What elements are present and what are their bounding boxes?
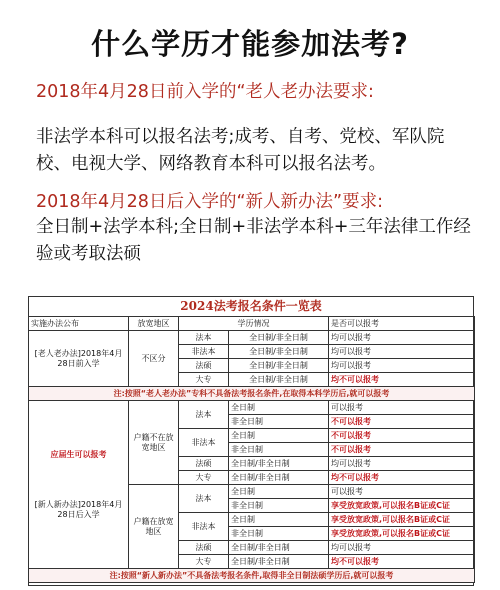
mode-cell: 非全日制 <box>229 527 329 541</box>
mode-cell: 全日制/非全日制 <box>229 359 329 373</box>
degree-cell: 大专 <box>179 373 229 387</box>
result-cell: 可以报考 <box>329 485 475 499</box>
region-a-cell: 户籍不在放宽地区 <box>129 401 179 485</box>
section-old-body: 非法学本科可以报名法考;成考、自考、党校、军队院校、电视大学、网络教育本科可以报名法考。 <box>36 127 445 174</box>
result-cell: 可以报考 <box>329 401 475 415</box>
mode-cell: 全日制/非全日制 <box>229 345 329 359</box>
degree-cell: 法本 <box>179 331 229 345</box>
result-cell: 享受放宽政策,可以报名B证或C证 <box>329 513 475 527</box>
mode-cell: 全日制/非全日制 <box>229 555 329 569</box>
table-row <box>29 401 475 415</box>
result-cell: 不可以报考 <box>329 429 475 443</box>
section-new-heading: 2018年4月28日后入学的“新人新办法”要求: <box>36 192 383 212</box>
old-note: 注:按照“老人老办法”专科不具备法考报名条件,在取得本科学历后,就可以报考 <box>29 387 475 401</box>
degree-cell: 法本 <box>179 401 229 429</box>
degree-cell: 法硕 <box>179 541 229 555</box>
result-cell: 均可以报考 <box>329 541 475 555</box>
result-cell: 享受放宽政策,可以报名B证或C证 <box>329 527 475 541</box>
degree-cell: 大专 <box>179 471 229 485</box>
header-cell: 是否可以报考 <box>329 317 475 331</box>
result-cell: 均不可以报考 <box>329 373 475 387</box>
header-cell: 学历情况 <box>179 317 329 331</box>
mode-cell: 全日制/非全日制 <box>229 471 329 485</box>
result-cell: 不可以报考 <box>329 415 475 429</box>
table-header-row <box>29 317 475 331</box>
fresh-graduate-label: 应届生可以报考 <box>50 449 107 459</box>
table-row <box>29 331 475 345</box>
mode-cell: 全日制/非全日制 <box>229 541 329 555</box>
degree-cell: 法本 <box>179 485 229 513</box>
header-cell: 实施办法公布 <box>29 317 129 331</box>
region-b-cell: 户籍在放宽地区 <box>129 485 179 569</box>
old-region-cell: 不区分 <box>129 331 179 387</box>
result-cell: 均不可以报考 <box>329 471 475 485</box>
degree-cell: 非法本 <box>179 513 229 541</box>
result-cell: 均可以报考 <box>329 359 475 373</box>
mode-cell: 全日制 <box>229 513 329 527</box>
mode-cell: 全日制 <box>229 429 329 443</box>
mode-cell: 全日制/非全日制 <box>229 331 329 345</box>
mode-cell: 全日制/非全日制 <box>229 373 329 387</box>
degree-cell: 法硕 <box>179 359 229 373</box>
mode-cell: 非全日制 <box>229 415 329 429</box>
page-title: 什么学历才能参加法考? <box>91 27 409 61</box>
mode-cell: 全日制/非全日制 <box>229 457 329 471</box>
old-group-cell: [老人老办法]2018年4月28日前入学 <box>29 331 129 387</box>
mode-cell: 非全日制 <box>229 443 329 457</box>
section-old-heading: 2018年4月28日前入学的“老人老办法要求: <box>36 82 374 102</box>
degree-cell: 大专 <box>179 555 229 569</box>
header-cell: 放宽地区 <box>129 317 179 331</box>
result-cell: 不可以报考 <box>329 443 475 457</box>
degree-cell: 法硕 <box>179 457 229 471</box>
result-cell: 均不可以报考 <box>329 555 475 569</box>
degree-cell: 非法本 <box>179 429 229 457</box>
new-note: 注:按照“新人新办法”不具备法考报名条件,取得非全日制法硕学历后,就可以报考 <box>29 569 475 583</box>
new-group-cell <box>29 401 129 569</box>
old-note-row <box>29 387 475 401</box>
result-cell: 均可以报考 <box>329 345 475 359</box>
mode-cell: 全日制 <box>229 401 329 415</box>
new-note-row <box>29 569 475 583</box>
result-cell: 享受放宽政策,可以报名B证或C证 <box>329 499 475 513</box>
section-new-body: 全日制+法学本科;全日制+非法学本科+三年法律工作经验或考取法硕 <box>36 217 471 264</box>
new-group-label: [新人新办法]2018年4月28日后入学 <box>34 499 123 519</box>
degree-cell: 非法本 <box>179 345 229 359</box>
conditions-table <box>28 316 475 583</box>
result-cell: 均可以报考 <box>329 331 475 345</box>
table-title: 2024法考报名条件一览表 <box>180 299 322 313</box>
mode-cell: 全日制 <box>229 485 329 499</box>
mode-cell: 非全日制 <box>229 499 329 513</box>
result-cell: 均可以报考 <box>329 457 475 471</box>
